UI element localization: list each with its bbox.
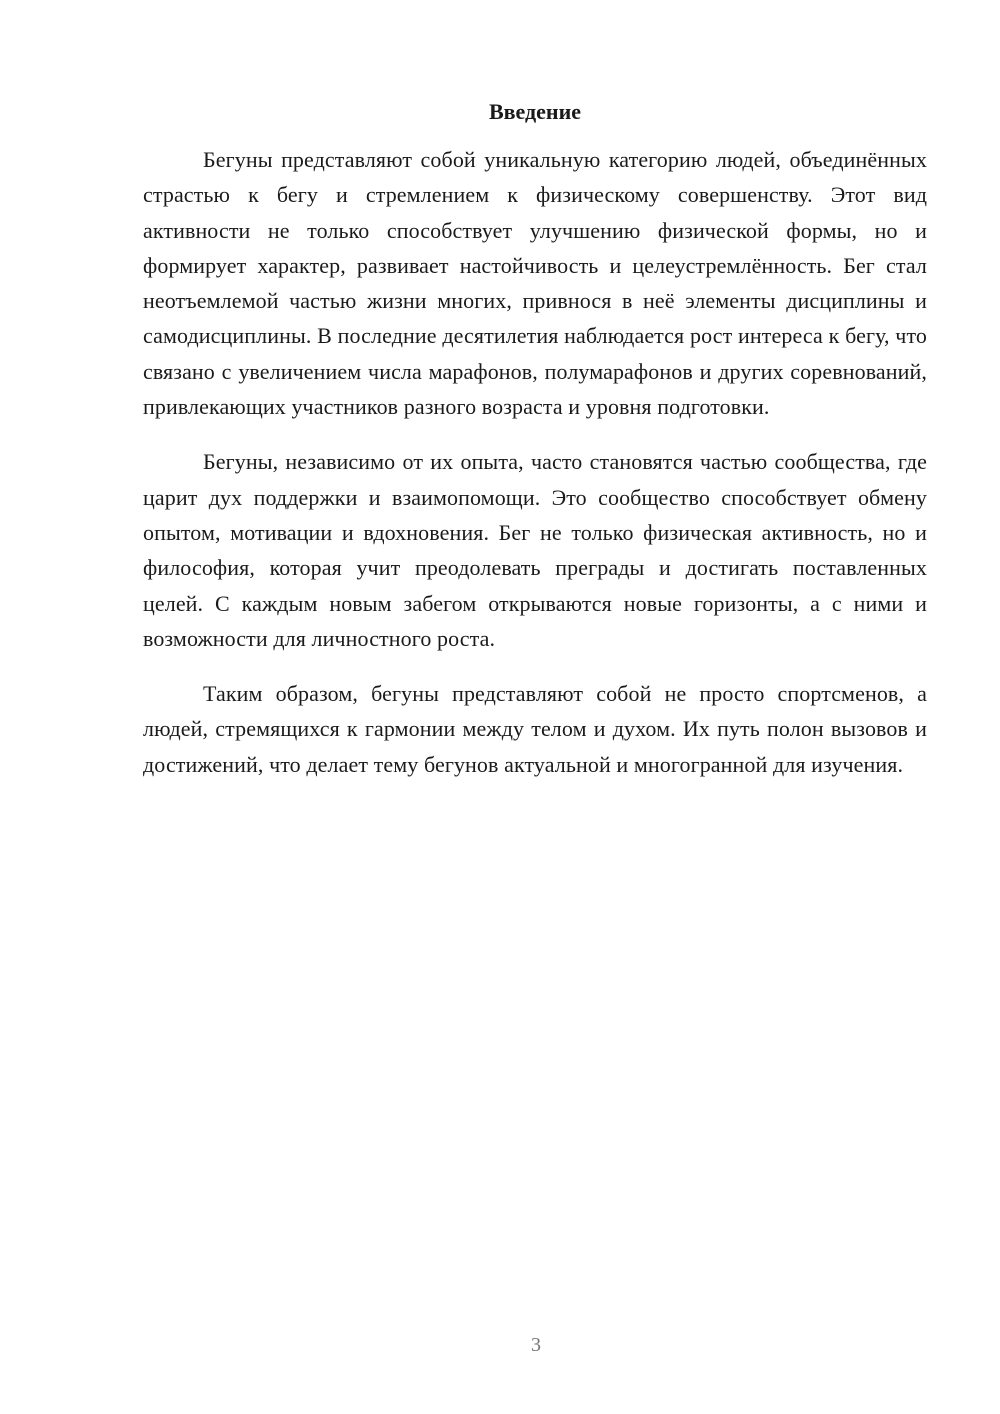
paragraph-2: Бегуны, независимо от их опыта, часто становятся частью сообщества, где царит дух поддержки и взаимопомощи. Это сообщество способствует обмену опытом, мотивации и вдохновения. Бег не только физическая активность, но и философия, которая учит преодолевать преграды и достигать поставленных целей. С каждым новым забегом открываются новые горизонты, а с ними и возможности для личностного роста.: [143, 449, 927, 651]
paragraph-3: Таким образом, бегуны представляют собой не просто спортсменов, а людей, стремящихся к гармонии между телом и духом. Их путь полон вызовов и достижений, что делает тему бегунов актуальной и многогранной для изучения.: [143, 681, 927, 777]
page-content: [143, 96, 927, 802]
page-number: 3: [531, 1334, 541, 1356]
section-title: Введение: [488, 99, 582, 124]
paragraph-1: Бегуны представляют собой уникальную категорию людей, объединённых страстью к бегу и стремлением к физическому совершенству. Этот вид активности не только способствует улучшению физической формы, но и формирует характер, развивает настойчивость и целеустремлённость. Бег стал неотъемлемой частью жизни многих, привнося в неё элементы дисциплины и самодисциплины. В последние десятилетия наблюдается рост интереса к бегу, что связано с увеличением числа марафонов, полумарафонов и других соревнований, привлекающих участников разного возраста и уровня подготовки.: [143, 147, 927, 420]
